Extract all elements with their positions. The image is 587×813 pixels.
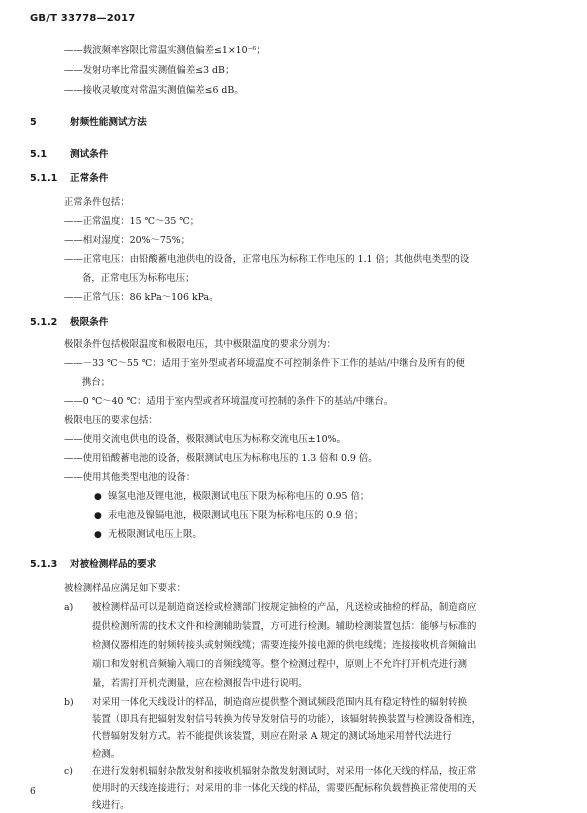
list-item-text: 线进行。 xyxy=(92,800,130,812)
list-item-text: 提供检测所需的技术文件和检测辅助装置，方可进行检测。辅助检测装置包括：能够与标准的 xyxy=(92,621,477,632)
list-item-text: 被检测样品可以是制造商送检或检测部门按规定抽检的产品，凡送检或抽检的样品，制造商应 xyxy=(92,602,477,613)
bullet-icon: ● xyxy=(94,492,102,502)
list-item: ——使用交流电供电的设备，极限测试电压为标称交流电压±10%。 xyxy=(64,434,346,445)
section-number: 5.1 xyxy=(30,149,47,160)
section-title: 正常条件 xyxy=(70,173,109,184)
list-item: ——使用其他类型电池的设备： xyxy=(64,472,196,483)
bullet-item: 镍氢电池及锂电池，极限测试电压下限为标称电压的 0.95 倍； xyxy=(108,491,370,502)
list-item-text: 端口和发射机音频输入端口的音频线缆等。整个检测过程中，原则上不允许打开机壳进行测 xyxy=(92,659,468,670)
section-number: 5.1.2 xyxy=(30,317,58,328)
section-5-1-2-heading xyxy=(30,316,108,330)
paragraph: 极限条件包括极限温度和极限电压，其中极限温度的要求分别为： xyxy=(64,339,336,350)
list-item-text: 代替辐射发射方式。若不能提供该装置，则应在附录 A 规定的测试场地采用替代法进行 xyxy=(92,731,452,743)
list-label: b) xyxy=(64,697,74,708)
list-item-continued: 携台； xyxy=(82,377,111,388)
list-item-text: 对采用一体化天线设计的样品，制造商应提供整个测试频段范围内具有稳定特性的辐射转换 xyxy=(92,697,468,708)
section-5-1-3-heading xyxy=(30,558,156,572)
list-label: a) xyxy=(64,602,74,613)
bullet-item: 汞电池及镍镉电池，极限测试电压下限为标称电压的 0.9 倍； xyxy=(108,510,364,521)
list-item-text: 检测。 xyxy=(92,748,121,760)
section-title: 射频性能测试方法 xyxy=(70,117,147,128)
section-number: 5.1.1 xyxy=(30,173,58,184)
paragraph: 被检测样品应满足如下要求： xyxy=(64,583,186,594)
section-5-heading xyxy=(30,116,147,130)
section-number: 5.1.3 xyxy=(30,559,58,570)
paragraph: 正常条件包括： xyxy=(64,197,130,208)
list-item-text: 在进行发射机辐射杂散发射和接收机辐射杂散发射测试时，对采用一体化天线的样品，按正常 xyxy=(92,765,477,777)
paragraph: 极限电压的要求包括： xyxy=(64,415,158,426)
list-item: ——－33 ℃～55 ℃：适用于室外型或者环境温度不可控制条件下工作的基站/中继台及所有的便 xyxy=(64,358,465,369)
list-label: c) xyxy=(64,765,73,777)
list-item-text: 量，若需打开机壳测量，应在检测报告中进行说明。 xyxy=(92,678,308,689)
list-item-text: 检测仪器相连的射频转接头或射频线缆；需要连接外接电源的供电线缆；连接接收机音频输出 xyxy=(92,640,477,651)
list-item: ——0 ℃～40 ℃：适用于室内型或者环境温度可控制的条件下的基站/中继台。 xyxy=(64,396,394,407)
section-title: 测试条件 xyxy=(70,149,109,160)
list-item-continued: 备，正常电压为标称电压； xyxy=(82,273,195,284)
list-item: ——使用铅酸蓄电池的设备，极限测试电压为标称电压的 1.3 倍和 0.9 倍。 xyxy=(64,453,378,464)
requirement-line: ——接收灵敏度对常温实测值偏差≤6 dB。 xyxy=(64,85,244,96)
list-item-text: 装置（即具有把辐射发射信号转换为传导发射信号的功能），该辐射转换装置与检测设备相连， xyxy=(92,714,482,726)
list-item: ——正常温度：15 ℃～35 ℃； xyxy=(64,216,200,227)
list-item: ——正常电压：由铅酸蓄电池供电的设备，正常电压为标称工作电压的 1.1 倍；其他供电类型的设 xyxy=(64,254,470,265)
section-title: 极限条件 xyxy=(70,317,109,328)
list-item: ——相对湿度：20%～75%； xyxy=(64,235,191,246)
bullet-icon: ● xyxy=(94,530,102,540)
page-number: 6 xyxy=(30,787,36,797)
bullet-item: 无极限测试电压上限。 xyxy=(108,529,202,540)
list-item-text: 使用时的天线连接进行；对采用的非一体化天线的样品，需要匹配标称负载替换正常使用的天 xyxy=(92,783,477,794)
standard-header: GB/T 33778—2017 xyxy=(30,13,136,24)
section-5-1-1-heading xyxy=(30,172,108,186)
section-title: 对被检测样品的要求 xyxy=(70,559,157,570)
section-5-1-heading xyxy=(30,148,108,162)
section-number: 5 xyxy=(30,117,37,128)
bullet-icon: ● xyxy=(94,511,102,521)
requirement-line: ——发射功率比常温实测值偏差≤3 dB； xyxy=(64,65,235,76)
list-item: ——正常气压：86 kPa～106 kPa。 xyxy=(64,292,219,303)
requirement-line: ——载波频率容限比常温实测值偏差≤1×10⁻⁶； xyxy=(64,45,266,56)
